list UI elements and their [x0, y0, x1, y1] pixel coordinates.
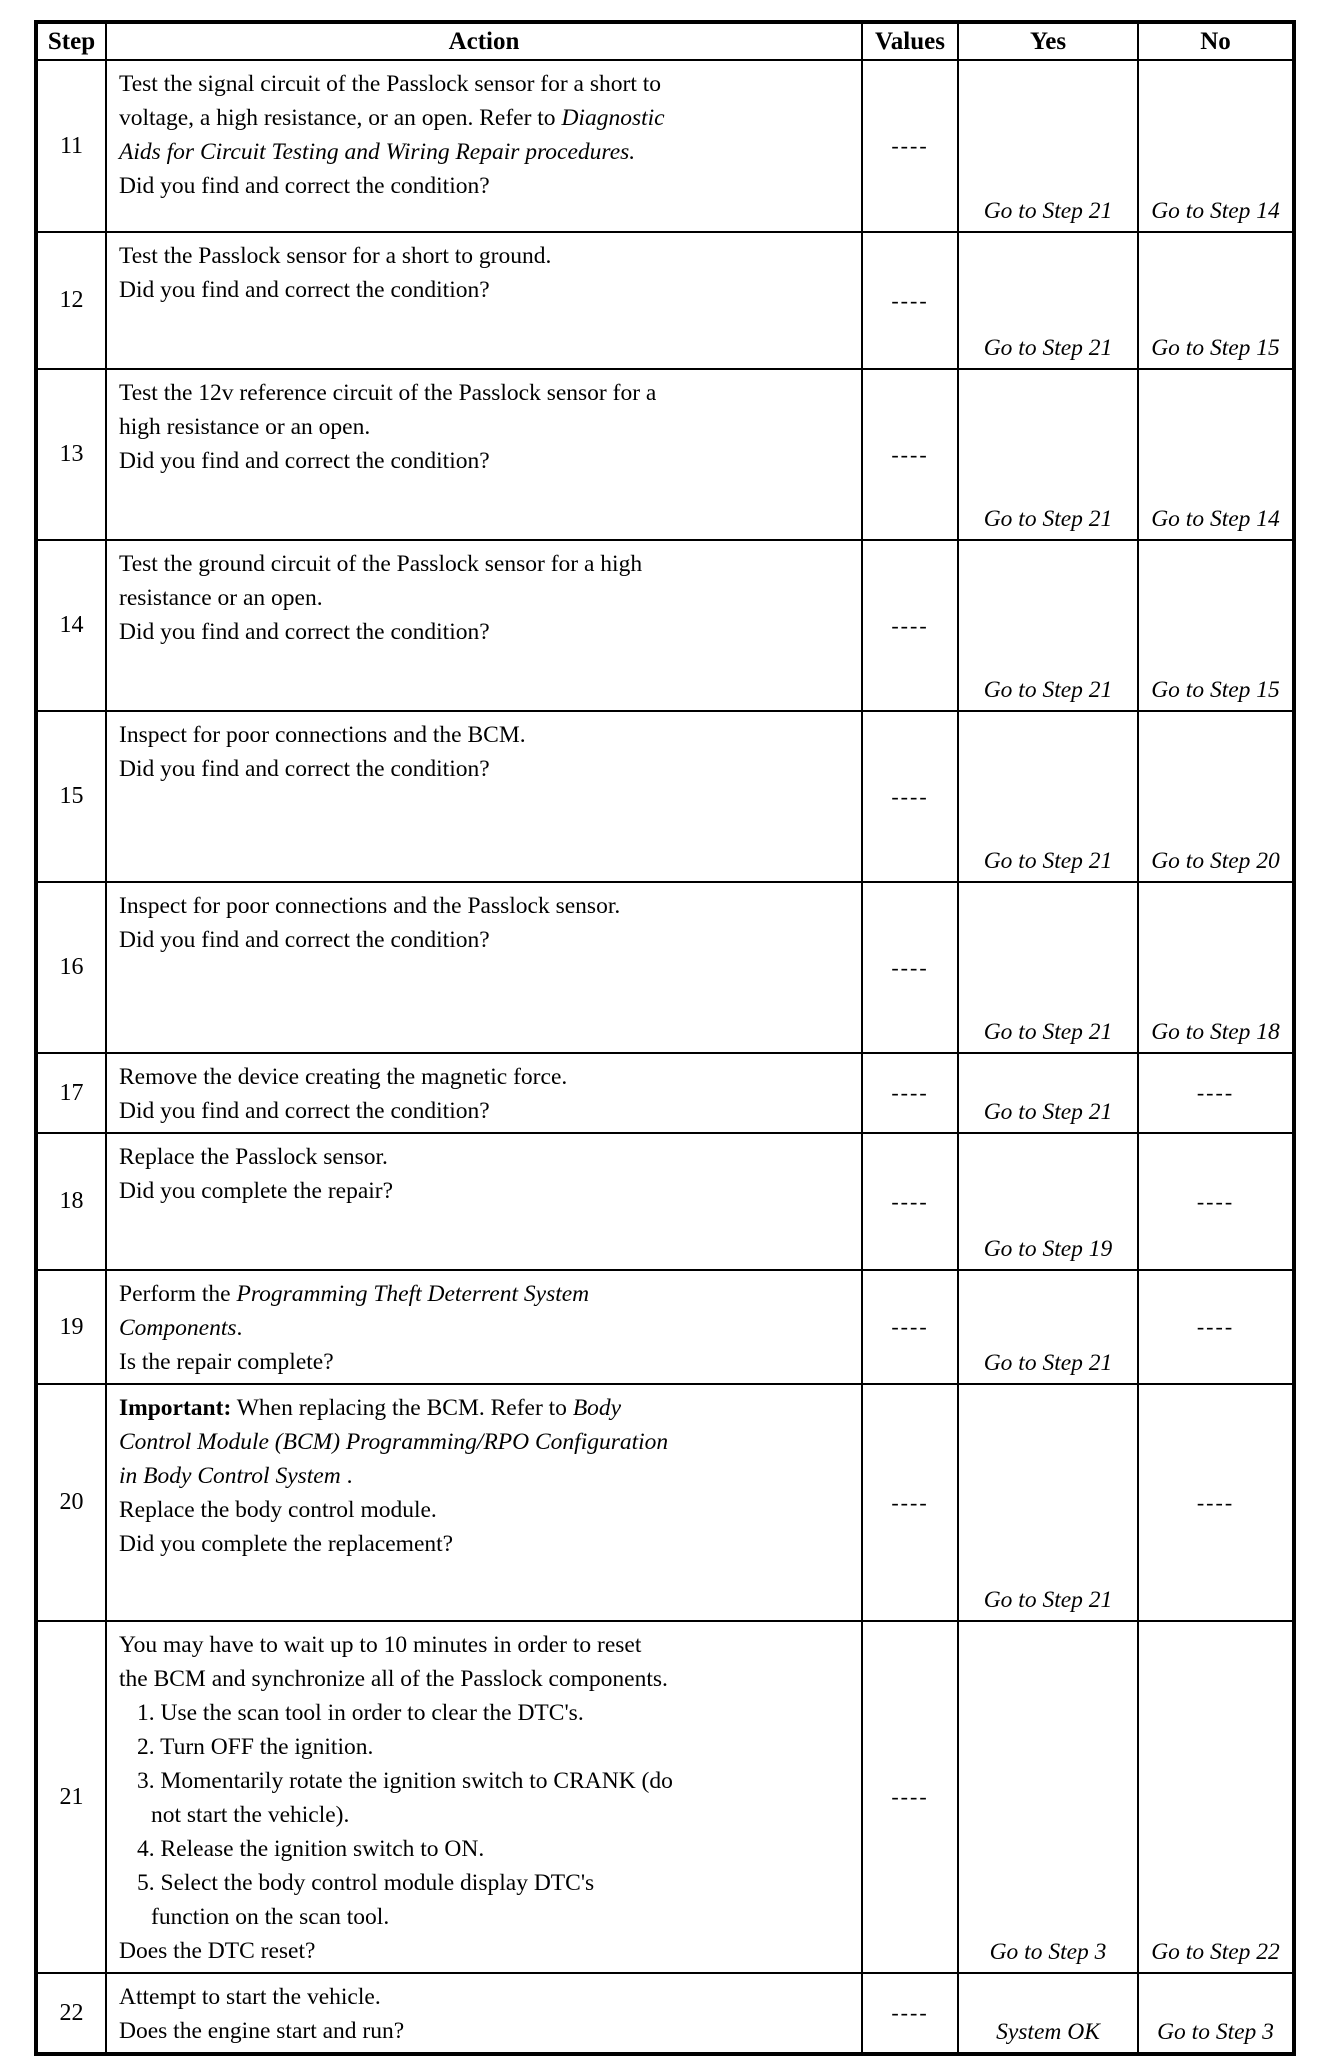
values-cell: ---- — [862, 1053, 958, 1133]
action-cell — [106, 711, 862, 882]
action-line: Replace the Passlock sensor. — [119, 1144, 388, 1170]
action-question: Did you complete the repair? — [119, 1178, 394, 1204]
values-cell: ---- — [862, 232, 958, 369]
values-cell: ---- — [862, 1270, 958, 1384]
action-line: high resistance or an open. — [119, 414, 371, 440]
action-line: Test the signal circuit of the Passlock sensor for a short to — [119, 71, 662, 97]
yes-cell: Go to Step 3 — [958, 1621, 1138, 1973]
action-line: Test the 12v reference circuit of the Passlock sensor for a — [119, 380, 657, 406]
step-number: 11 — [36, 60, 106, 232]
reference-link: in Body Control System — [119, 1463, 341, 1489]
action-question: Does the DTC reset? — [119, 1938, 316, 1964]
table-row-step-12 — [36, 232, 1294, 369]
action-cell — [106, 1621, 862, 1973]
important-label: Important: — [119, 1395, 232, 1421]
action-line: voltage, a high resistance, or an open. Refer to Diagnostic — [119, 105, 665, 131]
action-line: Inspect for poor connections and the Passlock sensor. — [119, 893, 621, 919]
reference-link: Components — [119, 1315, 237, 1341]
action-line: Important: When replacing the BCM. Refer to Body — [119, 1395, 622, 1421]
values-cell: ---- — [862, 882, 958, 1053]
no-cell: Go to Step 14 — [1138, 60, 1294, 232]
action-line: the BCM and synchronize all of the Passlock components. — [119, 1666, 668, 1692]
header-no: No — [1138, 22, 1294, 60]
no-cell: Go to Step 14 — [1138, 369, 1294, 540]
values-cell: ---- — [862, 1621, 958, 1973]
no-cell: ---- — [1138, 1384, 1294, 1621]
action-line: Test the ground circuit of the Passlock sensor for a high — [119, 551, 643, 577]
reference-link: Control Module (BCM) Programming/RPO Configuration — [119, 1429, 669, 1455]
table-row-step-18 — [36, 1133, 1294, 1270]
no-cell: Go to Step 15 — [1138, 540, 1294, 711]
values-cell: ---- — [862, 1384, 958, 1621]
action-line: Perform the Programming Theft Deterrent System — [119, 1281, 590, 1307]
diagnostic-table-page — [34, 20, 1292, 2056]
action-question: Did you find and correct the condition? — [119, 277, 490, 303]
yes-cell: Go to Step 21 — [958, 232, 1138, 369]
step-number: 15 — [36, 711, 106, 882]
yes-cell: Go to Step 21 — [958, 711, 1138, 882]
table-row-step-13 — [36, 369, 1294, 540]
values-cell: ---- — [862, 369, 958, 540]
action-cell — [106, 882, 862, 1053]
action-question: Did you complete the replacement? — [119, 1531, 454, 1557]
step-number: 20 — [36, 1384, 106, 1621]
table-row-step-16 — [36, 882, 1294, 1053]
reference-link: Diagnostic — [561, 105, 665, 131]
action-cell — [106, 232, 862, 369]
action-cell — [106, 1973, 862, 2054]
reference-link: Programming Theft Deterrent System — [236, 1281, 590, 1307]
action-cell — [106, 1133, 862, 1270]
action-line — [119, 135, 853, 169]
yes-cell: Go to Step 21 — [958, 1384, 1138, 1621]
reference-link: Body — [572, 1395, 622, 1421]
action-line: Replace the body control module. — [119, 1497, 437, 1523]
step-number: 14 — [36, 540, 106, 711]
yes-cell: Go to Step 21 — [958, 882, 1138, 1053]
diagnostic-table — [34, 20, 1296, 2056]
action-question: Did you find and correct the condition? — [119, 173, 490, 199]
procedure-step-cont: function on the scan tool. — [151, 1904, 390, 1930]
values-cell: ---- — [862, 60, 958, 232]
action-cell — [106, 1053, 862, 1133]
yes-cell: Go to Step 21 — [958, 60, 1138, 232]
no-cell: ---- — [1138, 1133, 1294, 1270]
no-cell: Go to Step 18 — [1138, 882, 1294, 1053]
yes-cell: System OK — [958, 1973, 1138, 2054]
action-line: Remove the device creating the magnetic force. — [119, 1064, 568, 1090]
action-line: You may have to wait up to 10 minutes in order to reset — [119, 1632, 642, 1658]
yes-cell: Go to Step 21 — [958, 1270, 1138, 1384]
step-number: 16 — [36, 882, 106, 1053]
procedure-step: 4. Release the ignition switch to ON. — [137, 1836, 485, 1862]
table-row-step-15 — [36, 711, 1294, 882]
step-number: 12 — [36, 232, 106, 369]
reference-link: Aids for Circuit Testing and Wiring Repair procedures. — [119, 139, 636, 165]
step-number: 17 — [36, 1053, 106, 1133]
step-number: 13 — [36, 369, 106, 540]
action-question: Did you find and correct the condition? — [119, 448, 490, 474]
action-line: in Body Control System . — [119, 1463, 353, 1489]
values-cell: ---- — [862, 1973, 958, 2054]
step-number: 22 — [36, 1973, 106, 2054]
action-question: Did you find and correct the condition? — [119, 756, 490, 782]
header-yes: Yes — [958, 22, 1138, 60]
action-cell — [106, 369, 862, 540]
yes-cell: Go to Step 21 — [958, 1053, 1138, 1133]
action-question: Did you find and correct the condition? — [119, 927, 490, 953]
procedure-step-cont: not start the vehicle). — [151, 1802, 350, 1828]
yes-cell: Go to Step 21 — [958, 369, 1138, 540]
step-number: 21 — [36, 1621, 106, 1973]
no-cell: Go to Step 15 — [1138, 232, 1294, 369]
procedure-step: 5. Select the body control module display DTC's — [137, 1870, 595, 1896]
table-row-step-14 — [36, 540, 1294, 711]
no-cell: ---- — [1138, 1053, 1294, 1133]
no-cell: Go to Step 22 — [1138, 1621, 1294, 1973]
action-line: Attempt to start the vehicle. — [119, 1984, 381, 2010]
action-line: Test the Passlock sensor for a short to ground. — [119, 243, 552, 269]
header-step: Step — [36, 22, 106, 60]
no-cell: Go to Step 3 — [1138, 1973, 1294, 2054]
action-line: resistance or an open. — [119, 585, 323, 611]
action-cell — [106, 60, 862, 232]
step-number: 18 — [36, 1133, 106, 1270]
action-cell — [106, 540, 862, 711]
yes-cell: Go to Step 19 — [958, 1133, 1138, 1270]
action-question: Did you find and correct the condition? — [119, 619, 490, 645]
table-row-step-22 — [36, 1973, 1294, 2054]
action-cell — [106, 1270, 862, 1384]
step-number: 19 — [36, 1270, 106, 1384]
procedure-step: 3. Momentarily rotate the ignition switch to CRANK (do — [137, 1768, 673, 1794]
procedure-step: 1. Use the scan tool in order to clear the DTC's. — [137, 1700, 584, 1726]
values-cell: ---- — [862, 540, 958, 711]
procedure-step: 2. Turn OFF the ignition. — [137, 1734, 374, 1760]
table-row-step-17 — [36, 1053, 1294, 1133]
table-row-step-20 — [36, 1384, 1294, 1621]
values-cell: ---- — [862, 1133, 958, 1270]
no-cell: Go to Step 20 — [1138, 711, 1294, 882]
values-cell: ---- — [862, 711, 958, 882]
action-cell — [106, 1384, 862, 1621]
no-cell: ---- — [1138, 1270, 1294, 1384]
table-header-row — [36, 22, 1294, 60]
yes-cell: Go to Step 21 — [958, 540, 1138, 711]
action-question: Does the engine start and run? — [119, 2018, 405, 2044]
action-question: Did you find and correct the condition? — [119, 1098, 490, 1124]
action-line — [119, 1425, 853, 1459]
action-line: Components. — [119, 1315, 243, 1341]
table-row-step-11 — [36, 60, 1294, 232]
action-line: Inspect for poor connections and the BCM. — [119, 722, 526, 748]
header-values: Values — [862, 22, 958, 60]
header-action: Action — [106, 22, 862, 60]
action-question: Is the repair complete? — [119, 1349, 334, 1375]
table-row-step-19 — [36, 1270, 1294, 1384]
table-row-step-21 — [36, 1621, 1294, 1973]
